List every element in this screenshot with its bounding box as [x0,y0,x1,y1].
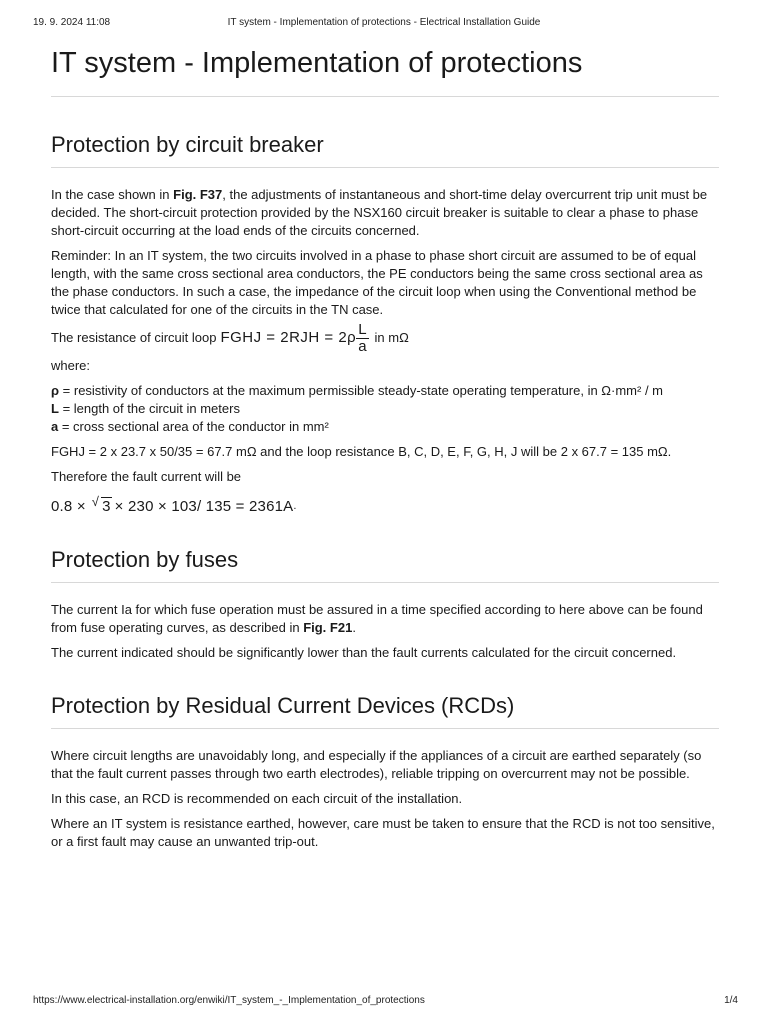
paragraph: where: [51,358,91,373]
definition-length: L = length of the circuit in meters [51,401,240,416]
page-number: 1/4 [724,995,738,1006]
source-url[interactable]: https://www.electrical-installation.org/enwiki/IT_system_-_Implementation_of_protections [33,995,425,1006]
print-date: 19. 9. 2024 11:08 [33,17,111,28]
article [51,44,719,851]
paragraph: The current indicated should be significantly lower than the fault currents calculated for the circuit concerned. [51,645,677,660]
figure-link-f21[interactable]: Fig. F21 [303,620,353,635]
figure-link-f37[interactable]: Fig. F37 [173,187,223,202]
paragraph: In this case, an RCD is recommended on each circuit of the installation. [51,791,463,806]
fault-current-formula: 0.8 × √ 3 × 230 × 103/ 135 = 2361A . [51,494,297,515]
loop-resistance-formula: The resistance of circuit loop FGHJ = 2RJH = 2ρ $\frac{L}{a}$ in mΩ [51,320,409,355]
paragraph: The current Ia for which fuse operation must be assured in a time specified according to here above can be found from fuse operating curves, as described in Fig. F21. [51,602,703,635]
page-title: IT system - Implementation of protections [51,47,583,79]
print-header [0,17,768,31]
paragraph: In the case shown in Fig. F37, the adjustments of instantaneous and short-time delay overcurrent trip unit must be decided. The short-circuit protection provided by the NSX160 circuit breaker is suitable to clear a phase to phase short-circuit occurring at the load ends of the circuits concerned. [51,187,708,238]
fraction: $\frac{L}{a}$ [358,320,367,355]
paragraph: Therefore the fault current will be [51,469,242,484]
definition-rho: ρ = resistivity of conductors at the maximum permissible steady-state operating temperature, in Ω·mm² / m [51,383,664,398]
section-heading-fuses: Protection by fuses [51,547,239,572]
square-root: √ 3 [91,494,111,515]
paragraph: Where circuit lengths are unavoidably long, and especially if the appliances of a circuit are earthed separately (so that the fault current passes through two earth electrodes), reliable tripping on overcurrent may not be possible. [51,748,702,781]
definitions-list [51,382,719,436]
paragraph: Reminder: In an IT system, the two circuits involved in a phase to phase short circuit are assumed to be of equal length, with the same cross sectional area conductors, the PE conductors being the same cross sectional area as the phase conductors. In such a case, the impedance of the circuit loop when using the Conventional method be twice that calculated for one of the circuits in the TN case. [51,248,703,317]
section-heading-rcd: Protection by Residual Current Devices (RCDs) [51,693,515,718]
print-page-title: IT system - Implementation of protections - Electrical Installation Guide [227,17,541,28]
paragraph: Where an IT system is resistance earthed, however, care must be taken to ensure that the RCD is not too sensitive, or a first fault may cause an unwanted trip-out. [51,816,715,849]
section-heading-circuit-breaker: Protection by circuit breaker [51,132,324,157]
paragraph: FGHJ = 2 x 23.7 x 50/35 = 67.7 mΩ and the loop resistance B, C, D, E, F, G, H, J will be 2 x 67.7 = 135 mΩ. [51,444,672,459]
definition-area: a = cross sectional area of the conductor in mm² [51,419,329,434]
